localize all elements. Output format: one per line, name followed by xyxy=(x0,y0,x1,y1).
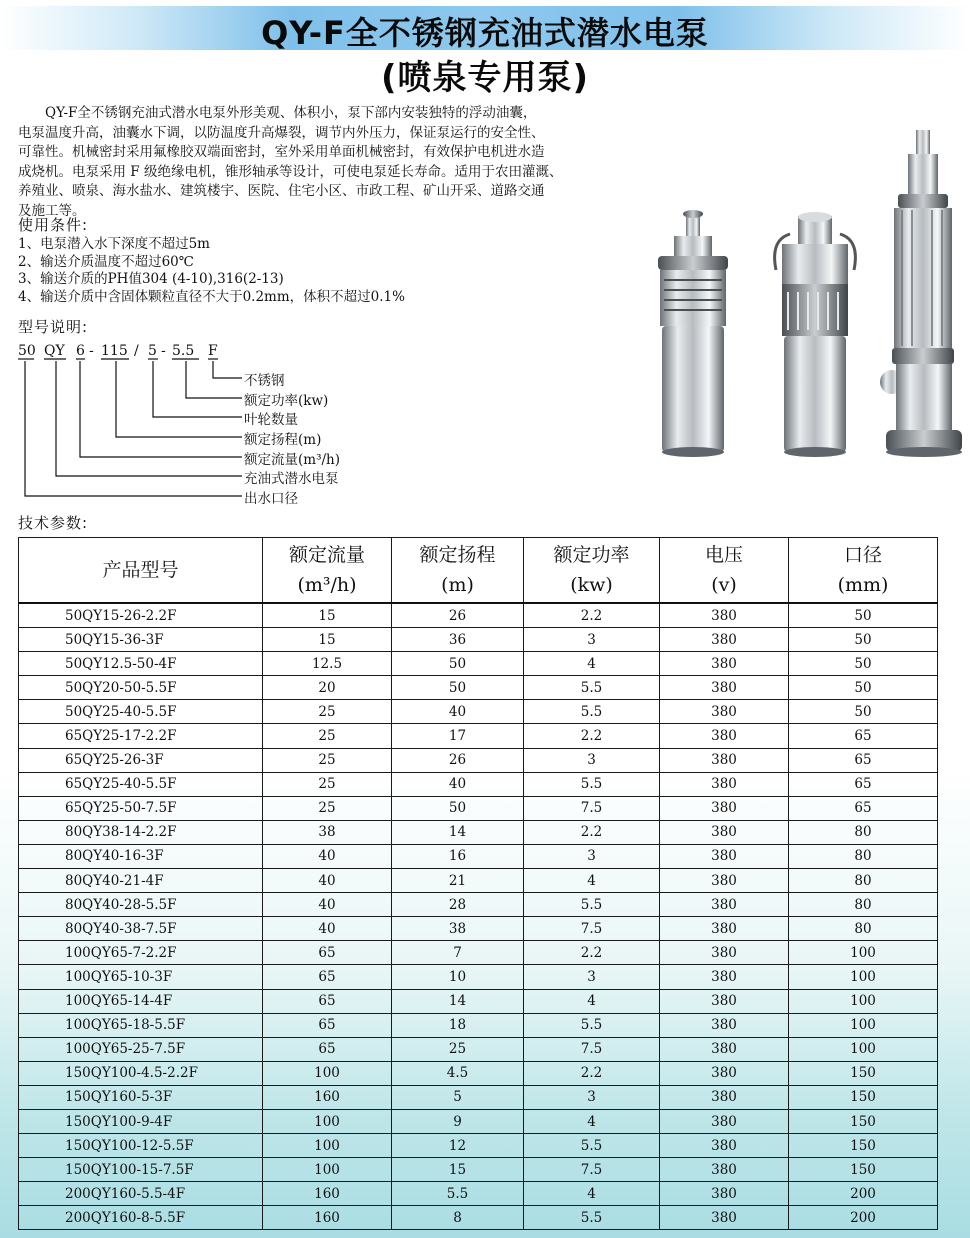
code-label-material: 不锈钢 xyxy=(244,373,285,389)
cell-voltage: 380 xyxy=(660,893,789,917)
cell-voltage: 380 xyxy=(660,796,789,820)
cell-voltage: 380 xyxy=(660,628,789,652)
cell-model: 100QY65-18-5.5F xyxy=(19,1013,263,1037)
cell-model: 100QY65-14-4F xyxy=(19,989,263,1013)
conditions-heading: 使用条件: xyxy=(18,216,89,234)
cell-flow: 40 xyxy=(263,917,392,941)
cell-voltage: 380 xyxy=(660,820,789,844)
col-header-diameter: 口径 (mm) xyxy=(789,538,938,604)
code-part-head: 115 xyxy=(101,343,128,359)
cell-diameter: 100 xyxy=(789,1013,938,1037)
cell-head: 9 xyxy=(392,1109,524,1133)
cell-diameter: 80 xyxy=(789,893,938,917)
cell-diameter: 50 xyxy=(789,628,938,652)
table-row xyxy=(19,652,938,676)
spec-table xyxy=(18,537,938,1230)
cell-flow: 40 xyxy=(263,869,392,893)
cell-head: 7 xyxy=(392,941,524,965)
svg-text:/: / xyxy=(134,343,139,359)
stainless-pump-medium-icon xyxy=(775,212,856,457)
table-row xyxy=(19,796,938,820)
cell-flow: 100 xyxy=(263,1109,392,1133)
table-row xyxy=(19,989,938,1013)
cell-power: 7.5 xyxy=(524,917,660,941)
cell-flow: 25 xyxy=(263,772,392,796)
condition-item: 2、输送介质温度不超过60℃ xyxy=(18,253,194,270)
cell-power: 3 xyxy=(524,748,660,772)
cell-power: 4 xyxy=(524,989,660,1013)
cell-power: 3 xyxy=(524,628,660,652)
intro-paragraph xyxy=(18,104,623,221)
cell-flow: 100 xyxy=(263,1134,392,1158)
page-title: QY-F全不锈钢充油式潜水电泵 xyxy=(261,14,709,52)
code-part-impellers: 5 xyxy=(148,343,157,359)
cell-head: 15 xyxy=(392,1158,524,1182)
cell-head: 4.5 xyxy=(392,1061,524,1085)
cell-power: 2.2 xyxy=(524,941,660,965)
cell-diameter: 65 xyxy=(789,724,938,748)
cell-power: 3 xyxy=(524,844,660,868)
cell-head: 14 xyxy=(392,989,524,1013)
table-row xyxy=(19,700,938,724)
cell-model: 80QY40-21-4F xyxy=(19,869,263,893)
cell-model: 80QY40-38-7.5F xyxy=(19,917,263,941)
code-label-power: 额定功率(kw) xyxy=(244,393,329,409)
cell-model: 65QY25-26-3F xyxy=(19,748,263,772)
cell-voltage: 380 xyxy=(660,989,789,1013)
cell-model: 150QY100-9-4F xyxy=(19,1109,263,1133)
cell-model: 200QY160-8-5.5F xyxy=(19,1206,263,1230)
cell-model: 50QY15-36-3F xyxy=(19,628,263,652)
intro-line: 养殖业、喷泉、海水盐水、建筑楼宇、医院、住宅小区、市政工程、矿山开采、道路交通 xyxy=(18,183,545,199)
code-part-type: QY xyxy=(44,343,65,359)
cell-diameter: 150 xyxy=(789,1061,938,1085)
cell-head: 5.5 xyxy=(392,1182,524,1206)
table-row xyxy=(19,676,938,700)
cell-head: 14 xyxy=(392,820,524,844)
cell-voltage: 380 xyxy=(660,965,789,989)
cell-voltage: 380 xyxy=(660,941,789,965)
cell-power: 3 xyxy=(524,1085,660,1109)
cell-model: 65QY25-17-2.2F xyxy=(19,724,263,748)
code-part-diameter: 50 xyxy=(18,343,36,359)
table-row xyxy=(19,820,938,844)
cell-flow: 160 xyxy=(263,1085,392,1109)
cell-flow: 160 xyxy=(263,1182,392,1206)
cell-head: 21 xyxy=(392,869,524,893)
table-row xyxy=(19,748,938,772)
table-row xyxy=(19,772,938,796)
cell-flow: 65 xyxy=(263,941,392,965)
cell-diameter: 150 xyxy=(789,1109,938,1133)
intro-line: 可靠性。机械密封采用氟橡胶双端面密封，室外采用单面机械密封，有效保护电机进水造 xyxy=(18,144,545,160)
table-row xyxy=(19,1085,938,1109)
code-part-material: F xyxy=(208,343,218,359)
cell-head: 40 xyxy=(392,772,524,796)
table-row xyxy=(19,1037,938,1061)
cell-power: 5.5 xyxy=(524,700,660,724)
cell-diameter: 100 xyxy=(789,989,938,1013)
cell-flow: 15 xyxy=(263,603,392,628)
code-leader-lines xyxy=(25,361,242,496)
cell-flow: 65 xyxy=(263,965,392,989)
tech-heading: 技术参数: xyxy=(18,514,89,532)
spec-table-header xyxy=(19,538,938,604)
code-part-power: 5.5 xyxy=(172,343,195,359)
table-row xyxy=(19,1206,938,1230)
cell-flow: 65 xyxy=(263,1037,392,1061)
cell-diameter: 65 xyxy=(789,748,938,772)
stainless-pump-tall-icon xyxy=(880,130,962,457)
intro-line: 及施工等。 xyxy=(18,202,86,219)
cell-power: 3 xyxy=(524,965,660,989)
cell-head: 16 xyxy=(392,844,524,868)
cell-power: 5.5 xyxy=(524,893,660,917)
cell-voltage: 380 xyxy=(660,603,789,628)
cell-head: 8 xyxy=(392,1206,524,1230)
cell-power: 2.2 xyxy=(524,603,660,628)
cell-flow: 40 xyxy=(263,893,392,917)
cell-model: 80QY40-16-3F xyxy=(19,844,263,868)
cell-flow: 25 xyxy=(263,748,392,772)
cell-power: 2.2 xyxy=(524,820,660,844)
cell-head: 40 xyxy=(392,700,524,724)
cell-power: 2.2 xyxy=(524,724,660,748)
cell-voltage: 380 xyxy=(660,1061,789,1085)
code-label-diameter: 出水口径 xyxy=(244,491,298,507)
cell-head: 36 xyxy=(392,628,524,652)
cell-flow: 40 xyxy=(263,844,392,868)
cell-diameter: 200 xyxy=(789,1182,938,1206)
cell-voltage: 380 xyxy=(660,1037,789,1061)
spec-table-body xyxy=(19,603,938,1230)
cell-model: 50QY25-40-5.5F xyxy=(19,700,263,724)
code-part-flow: 6 xyxy=(76,343,85,359)
cell-model: 100QY65-10-3F xyxy=(19,965,263,989)
cell-diameter: 150 xyxy=(789,1085,938,1109)
cell-diameter: 150 xyxy=(789,1158,938,1182)
model-explain-heading: 型号说明: xyxy=(18,318,89,336)
cell-model: 150QY100-15-7.5F xyxy=(19,1158,263,1182)
cell-power: 4 xyxy=(524,1182,660,1206)
cell-head: 38 xyxy=(392,917,524,941)
table-row xyxy=(19,1158,938,1182)
cell-power: 5.5 xyxy=(524,1134,660,1158)
cell-head: 5 xyxy=(392,1085,524,1109)
cell-model: 65QY25-50-7.5F xyxy=(19,796,263,820)
cell-power: 2.2 xyxy=(524,1061,660,1085)
condition-item: 4、输送介质中含固体颗粒直径不大于0.2mm，体积不超过0.1% xyxy=(18,288,405,305)
page-subtitle: (喷泉专用泵) xyxy=(380,58,590,98)
cell-model: 150QY100-4.5-2.2F xyxy=(19,1061,263,1085)
cell-flow: 12.5 xyxy=(263,652,392,676)
cell-voltage: 380 xyxy=(660,917,789,941)
table-row xyxy=(19,724,938,748)
cell-diameter: 50 xyxy=(789,652,938,676)
table-row xyxy=(19,1134,938,1158)
col-header-head: 额定扬程 (m) xyxy=(392,538,524,604)
table-row xyxy=(19,1109,938,1133)
stainless-pump-small-icon xyxy=(658,210,728,457)
cell-power: 5.5 xyxy=(524,772,660,796)
intro-line: 成烧机。电泵采用 F 级绝缘电机，锥形轴承等设计，可使电泵延长寿命。适用于农田灌溉、 xyxy=(18,163,563,180)
cell-voltage: 380 xyxy=(660,869,789,893)
col-header-voltage: 电压 (v) xyxy=(660,538,789,604)
cell-voltage: 380 xyxy=(660,772,789,796)
cell-diameter: 100 xyxy=(789,941,938,965)
cell-diameter: 65 xyxy=(789,772,938,796)
table-row xyxy=(19,941,938,965)
cell-diameter: 100 xyxy=(789,965,938,989)
cell-power: 5.5 xyxy=(524,676,660,700)
cell-diameter: 80 xyxy=(789,820,938,844)
svg-text:-: - xyxy=(161,343,166,359)
cell-diameter: 50 xyxy=(789,676,938,700)
cell-model: 100QY65-7-2.2F xyxy=(19,941,263,965)
table-row xyxy=(19,893,938,917)
cell-head: 26 xyxy=(392,603,524,628)
table-row xyxy=(19,628,938,652)
cell-flow: 65 xyxy=(263,989,392,1013)
cell-model: 100QY65-25-7.5F xyxy=(19,1037,263,1061)
cell-voltage: 380 xyxy=(660,724,789,748)
cell-voltage: 380 xyxy=(660,1085,789,1109)
cell-voltage: 380 xyxy=(660,652,789,676)
col-header-power: 额定功率 (kw) xyxy=(524,538,660,604)
cell-model: 50QY20-50-5.5F xyxy=(19,676,263,700)
cell-voltage: 380 xyxy=(660,700,789,724)
cell-power: 5.5 xyxy=(524,1206,660,1230)
cell-flow: 25 xyxy=(263,700,392,724)
table-row xyxy=(19,1182,938,1206)
cell-diameter: 200 xyxy=(789,1206,938,1230)
cell-head: 10 xyxy=(392,965,524,989)
cell-voltage: 380 xyxy=(660,748,789,772)
cell-flow: 100 xyxy=(263,1061,392,1085)
cell-head: 50 xyxy=(392,676,524,700)
cell-model: 50QY12.5-50-4F xyxy=(19,652,263,676)
cell-diameter: 80 xyxy=(789,869,938,893)
cell-voltage: 380 xyxy=(660,1134,789,1158)
cell-diameter: 150 xyxy=(789,1134,938,1158)
table-row xyxy=(19,603,938,628)
intro-line: 电泵温度升高，油囊水下调，以防温度升高爆裂，调节内外压力，保证泵运行的安全性、 xyxy=(18,124,545,141)
cell-diameter: 80 xyxy=(789,844,938,868)
cell-power: 4 xyxy=(524,1109,660,1133)
cell-flow: 20 xyxy=(263,676,392,700)
cell-power: 7.5 xyxy=(524,1037,660,1061)
cell-flow: 65 xyxy=(263,1013,392,1037)
cell-flow: 100 xyxy=(263,1158,392,1182)
cell-model: 80QY40-28-5.5F xyxy=(19,893,263,917)
code-label-flow: 额定流量(m³/h) xyxy=(244,452,340,468)
cell-head: 12 xyxy=(392,1134,524,1158)
cell-voltage: 380 xyxy=(660,844,789,868)
cell-power: 4 xyxy=(524,869,660,893)
col-header-flow: 额定流量 (m³/h) xyxy=(263,538,392,604)
condition-item: 3、输送介质的PH值304 (4-10),316(2-13) xyxy=(18,271,284,287)
condition-item: 1、电泵潜入水下深度不超过5m xyxy=(18,236,210,252)
cell-power: 7.5 xyxy=(524,1158,660,1182)
table-row xyxy=(19,869,938,893)
cell-model: 150QY100-12-5.5F xyxy=(19,1134,263,1158)
cell-head: 25 xyxy=(392,1037,524,1061)
cell-diameter: 50 xyxy=(789,700,938,724)
cell-flow: 160 xyxy=(263,1206,392,1230)
pump-product-photo xyxy=(640,130,970,465)
cell-head: 50 xyxy=(392,796,524,820)
table-row xyxy=(19,1013,938,1037)
cell-head: 28 xyxy=(392,893,524,917)
table-row xyxy=(19,844,938,868)
cell-voltage: 380 xyxy=(660,676,789,700)
cell-voltage: 380 xyxy=(660,1182,789,1206)
cell-head: 17 xyxy=(392,724,524,748)
conditions-list xyxy=(18,236,405,306)
cell-flow: 38 xyxy=(263,820,392,844)
table-row xyxy=(19,1061,938,1085)
cell-power: 4 xyxy=(524,652,660,676)
cell-model: 200QY160-5.5-4F xyxy=(19,1182,263,1206)
intro-line: QY-F全不锈钢充油式潜水电泵外形美观、体积小，泵下部内安装独特的浮动油囊， xyxy=(45,105,537,121)
cell-voltage: 380 xyxy=(660,1158,789,1182)
cell-model: 150QY160-5-3F xyxy=(19,1085,263,1109)
cell-power: 7.5 xyxy=(524,796,660,820)
cell-power: 5.5 xyxy=(524,1013,660,1037)
cell-voltage: 380 xyxy=(660,1109,789,1133)
cell-model: 80QY38-14-2.2F xyxy=(19,820,263,844)
col-header-model: 产品型号 xyxy=(19,538,263,604)
cell-voltage: 380 xyxy=(660,1013,789,1037)
cell-diameter: 80 xyxy=(789,917,938,941)
code-label-head: 额定扬程(m) xyxy=(244,432,322,448)
cell-voltage: 380 xyxy=(660,1206,789,1230)
cell-model: 50QY15-26-2.2F xyxy=(19,603,263,628)
cell-model: 65QY25-40-5.5F xyxy=(19,772,263,796)
cell-head: 50 xyxy=(392,652,524,676)
cell-diameter: 50 xyxy=(789,603,938,628)
table-row xyxy=(19,917,938,941)
cell-diameter: 65 xyxy=(789,796,938,820)
cell-flow: 15 xyxy=(263,628,392,652)
cell-flow: 25 xyxy=(263,796,392,820)
cell-flow: 25 xyxy=(263,724,392,748)
code-label-impellers: 叶轮数量 xyxy=(244,412,298,428)
cell-head: 18 xyxy=(392,1013,524,1037)
cell-head: 26 xyxy=(392,748,524,772)
code-label-type: 充油式潜水电泵 xyxy=(244,471,339,487)
table-row xyxy=(19,965,938,989)
cell-diameter: 100 xyxy=(789,1037,938,1061)
svg-text:-: - xyxy=(89,343,94,359)
